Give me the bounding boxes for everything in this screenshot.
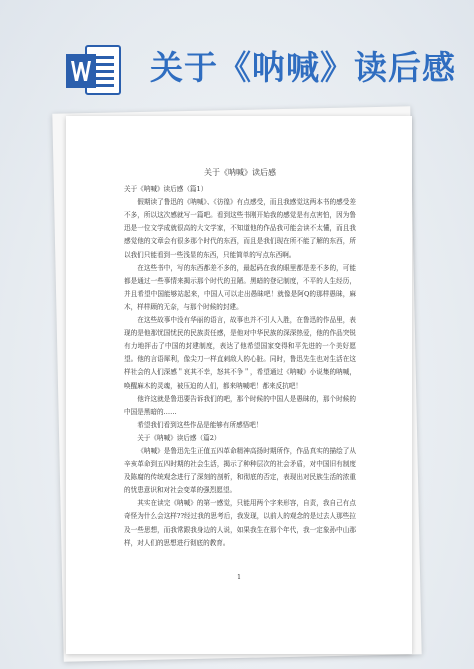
- paragraph: 他许这就是鲁迅要告诉我们的吧，那个时候的中国人是愚昧的，那个时候的中国是黑暗的……: [124, 394, 356, 416]
- paragraph: 在这些故事中没有华丽的语言，故事也并不引人入胜，在鲁迅的作品里，表现的是他那忧国忧民的民族责任感，是他对中华民族的深深热爱，他的作品突锐有力地抨击了中国的封建制度，表达了他希望国家变得和平先进的一个美好愿望。他的言语犀利，像尖刀一样直刺敌人的心脏。同时，鲁迅先生也对生活在这样社会的人们深感＂哀其不幸，怒其不争＂，希望通过《呐喊》小说集的呐喊，唤醒麻木的灵魂，被压迫的人们，都来呐喊吧！都来反抗吧！: [124, 316, 356, 390]
- word-icon: [64, 42, 122, 98]
- banner-title: 关于《呐喊》读后感: [150, 48, 456, 87]
- paragraph: 希望我们看到这些作品是能够有所感悟吧！: [137, 420, 263, 429]
- paragraph: 假期读了鲁迅的《呐喊》、《彷徨》有点感受，而且我感觉这两本书的感受差不多，所以这次感就写一篇吧。看到这些书刚开始我的感觉是有点害怕，因为鲁迅是一位文学成就很高的大文学家，不知道他的作品我可能会读不太懂，而且我感觉他的文章会有很多那个时代的东西，而且是我们现在所不能了解的东西，所以我们只能看到一些浅显的东西，只能简单的写点东西啊。: [124, 198, 356, 259]
- document-page: [66, 116, 412, 654]
- header-banner: [0, 0, 474, 110]
- section-heading-2: 关于《呐喊》读后感（篇2）: [137, 433, 221, 442]
- section-heading-1: 关于《呐喊》读后感（篇1）: [124, 185, 208, 194]
- document-body: [124, 166, 356, 550]
- paragraph: 《呐喊》是鲁迅先生正值五四革命精神高扬时期所作，作品真实的描绘了从辛亥革命到五四时期的社会生活，揭示了种种层次的社会矛盾，对中国旧有制度及陈腐的传统观念进行了深刻的剖析，和彻底的否定，表现出对民族生活的浓重的忧患意识和对社会变革的强烈愿望。: [124, 446, 356, 495]
- paragraph: 在这些书中，写的东西都差不多的，最起码在我的眼里都是差不多的，可能都是通过一些事情来揭示那个时代的丑陋。黑暗的登记制度，不平的人生经历，并且希望中国能够站起来，中国人可以走出愚昧吧！就像是阿Q的那样愚昧，麻木，样样顾的无奈，与那个时候的封建。: [124, 263, 356, 311]
- essay-title: 关于《呐喊》读后感: [204, 168, 276, 177]
- paragraph: 其实在读完《呐喊》的第一感觉，只能用两个字来形容，自责，我自己有点奇怪为什么会这样??经过我的思考后，我发现，以前人的观念的是过去人那些拉及一些思想，而我常跟我身边的人说，如果我生在那个年代，我一定象孙中山那样，对人们的思想进行彻底的教育。: [124, 499, 356, 547]
- page-number: 1: [237, 574, 241, 581]
